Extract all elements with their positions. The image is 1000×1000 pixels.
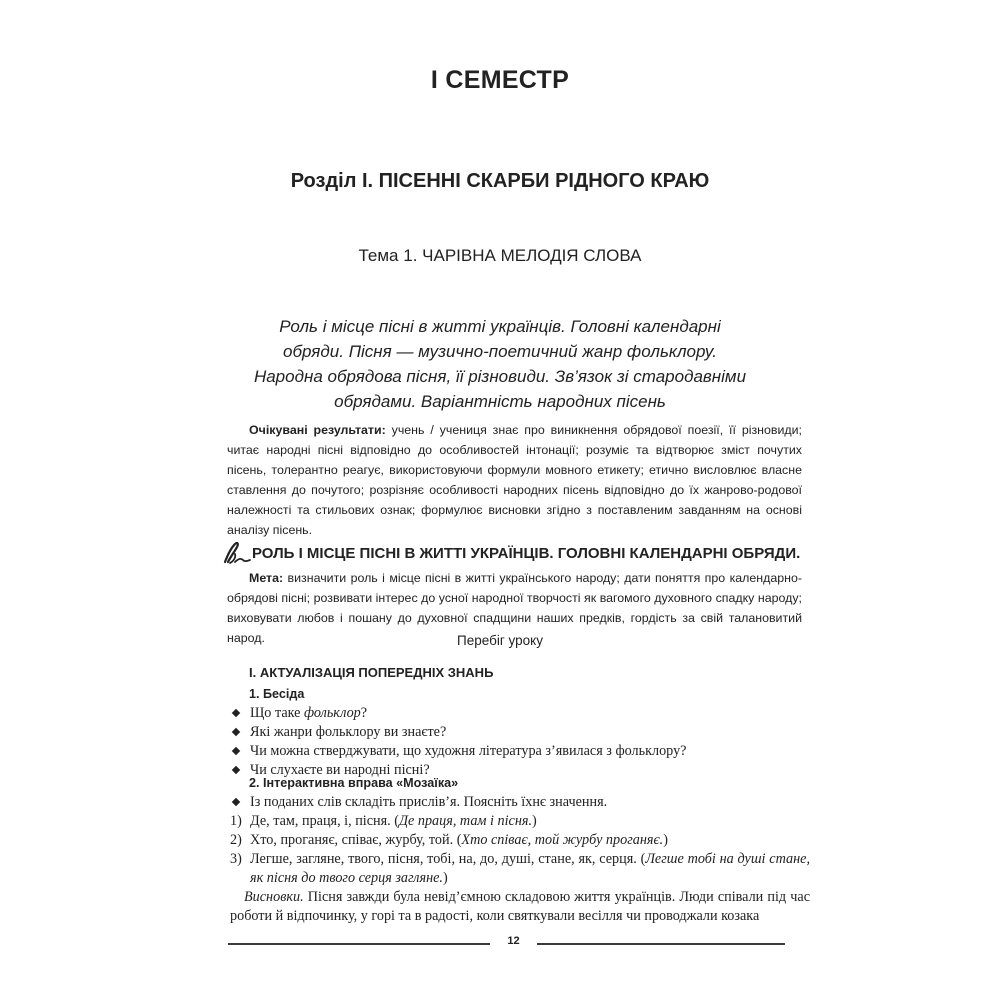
topic-prefix: Тема 1. bbox=[358, 246, 418, 265]
expected-results bbox=[227, 420, 802, 540]
diamond-bullet-icon bbox=[232, 798, 240, 806]
topic-heading bbox=[0, 246, 1000, 266]
pen-icon bbox=[222, 540, 254, 568]
subtitle-line: обрядами. Варіантність народних пісень bbox=[334, 392, 666, 411]
lesson-heading bbox=[222, 540, 802, 568]
task-list bbox=[230, 793, 810, 812]
goal-text: визначити роль і місце пісні в житті українського народу; дати поняття про календарно-обрядові пісні; розвивати інтерес до усної народної творчості як вагомого духовного спадку народу; виховувати любов і пошану до духовної спадщини наших предків, гордість за свій талановитий народ. bbox=[227, 571, 802, 645]
diamond-bullet-icon bbox=[232, 766, 240, 774]
list-item: Які жанри фольклору ви знаєте? bbox=[230, 723, 810, 742]
lesson-title: РОЛЬ І МІСЦЕ ПІСНІ В ЖИТТІ УКРАЇНЦІВ. ГОЛОВНІ КАЛЕНДАРНІ ОБРЯДИ. bbox=[252, 545, 801, 562]
diamond-bullet-icon bbox=[232, 728, 240, 736]
question-list bbox=[230, 704, 810, 780]
topic-subtitle bbox=[220, 314, 780, 414]
list-item: Із поданих слів складіть прислів’я. Поясніть їхнє значення. bbox=[230, 793, 810, 812]
footer-divider-right bbox=[537, 943, 785, 945]
conclusion-label: Висновки. bbox=[244, 889, 304, 905]
page-number: 12 bbox=[507, 935, 520, 947]
conclusion-text: Пісня завжди була невід’ємною складовою життя українців. Люди співали під час роботи й відпочинку, у горі та в радості, коли святкували весілля чи проводжали козака bbox=[230, 889, 810, 924]
expected-text: учень / учениця знає про виникнення обрядової поезії, її різновиди; читає народні пісні відповідно до особливостей інтонації; розуміє та відтворює зміст почутих пісень, толерантно реагує, використовуючи формули мовного етикету; етично висловлює власне ставлення до почутого; розрізняє особливості народних пісень відповідно до їх жанрово-родової належності та стильових ознак; формулює висновки згідно з поставленим завданням на основі аналізу пісень. bbox=[227, 423, 802, 537]
section-heading: Розділ І. ПІСЕННІ СКАРБИ РІДНОГО КРАЮ bbox=[290, 170, 710, 192]
lesson-flow-heading: Перебіг уроку bbox=[457, 633, 543, 648]
subtitle-line: Роль і місце пісні в житті українців. Головні календарні bbox=[279, 317, 721, 336]
expected-label: Очікувані результати: bbox=[249, 423, 386, 437]
goal-label: Мета: bbox=[249, 571, 284, 585]
list-item: 2) Хто, проганяє, співає, журбу, той. (Хто співає, той журбу проганяє.) bbox=[230, 832, 668, 848]
subsection-conversation: 1. Бесіда bbox=[249, 687, 305, 701]
subtitle-line: обряди. Пісня — музично-поетичний жанр фольклору. bbox=[283, 342, 717, 361]
list-item: Чи слухаєте ви народні пісні? bbox=[230, 761, 810, 780]
stage-heading: І. АКТУАЛІЗАЦІЯ ПОПЕРЕДНІХ ЗНАНЬ bbox=[249, 665, 494, 680]
diamond-bullet-icon bbox=[232, 747, 240, 755]
subsection-mosaic: 2. Інтерактивна вправа «Мозаїка» bbox=[249, 776, 459, 790]
diamond-bullet-icon bbox=[232, 709, 240, 717]
list-item: 1) Де, там, праця, і, пісня. (Де праця, там і пісня.) bbox=[230, 813, 537, 829]
footer-divider-left bbox=[228, 943, 490, 945]
list-item: 3) Легше, загляне, твого, пісня, тобі, на, до, душі, стане, як, серця. (Легше тобі на душі стане, як пісня до твого серця загляне.) bbox=[230, 851, 810, 886]
proverb-list bbox=[230, 812, 810, 888]
topic-title: ЧАРІВНА МЕЛОДІЯ СЛОВА bbox=[422, 246, 642, 265]
conclusion-paragraph bbox=[230, 888, 810, 926]
list-item: Чи можна стверджувати, що художня література з’явилася з фольклору? bbox=[230, 742, 810, 761]
semester-heading: І СЕМЕСТР bbox=[430, 66, 570, 94]
list-item: Що таке фольклор? bbox=[230, 704, 810, 723]
subtitle-line: Народна обрядова пісня, її різновиди. Зв’язок зі стародавніми bbox=[253, 367, 747, 386]
